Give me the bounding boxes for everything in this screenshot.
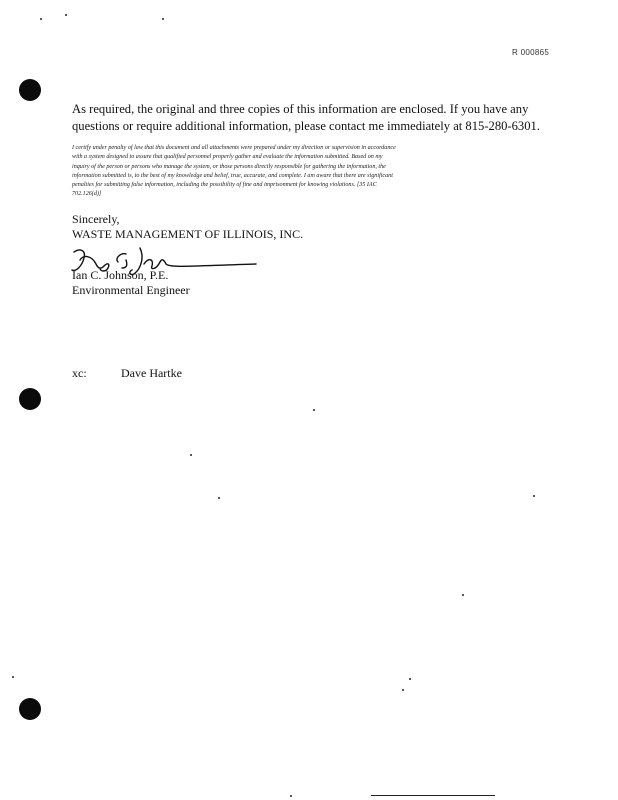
signer-title: Environmental Engineer: [72, 283, 190, 297]
certification-line: penalties for submitting false information, including the possibility of fine and imprisonment for knowing violations. [35 IAC: [72, 182, 377, 189]
certification-line: with a system designed to assure that qualified personnel properly gather and evaluate the information submitted. Based on my: [72, 154, 383, 161]
main-paragraph: [72, 101, 552, 135]
cc-name: Dave Hartke: [121, 366, 182, 380]
scan-speck: [462, 594, 464, 596]
cc-line: [72, 366, 182, 381]
main-paragraph-line: As required, the original and three copies of this information are enclosed. If you have any: [72, 102, 529, 116]
scan-speck: [402, 689, 404, 691]
company-name: WASTE MANAGEMENT OF ILLINOIS, INC.: [72, 227, 304, 241]
scan-speck: [12, 676, 14, 678]
scan-speck: [65, 14, 67, 16]
certification-statement: [72, 144, 542, 200]
bates-number: R 000865: [512, 48, 550, 57]
main-paragraph-line: questions or require additional information, please contact me immediately at 815-280-6301.: [72, 119, 540, 133]
scan-speck: [162, 18, 164, 20]
certification-line: information submitted is, to the best of my knowledge and belief, true, accurate, and complete. I am aware that there are significant: [72, 172, 393, 179]
certification-line: 702.126(d)]: [72, 191, 102, 198]
scan-speck: [218, 497, 220, 499]
cc-label: xc:: [72, 366, 87, 380]
scan-speck: [190, 454, 192, 456]
closing-block: [72, 212, 303, 242]
scan-speck: [409, 678, 411, 680]
scan-speck: [533, 495, 535, 497]
closing-salutation: Sincerely,: [72, 212, 120, 226]
scan-speck: [313, 409, 315, 411]
signer-block: [72, 268, 190, 298]
hole-punch-middle: [19, 388, 41, 410]
scan-speck: [40, 18, 42, 20]
hole-punch-bottom: [19, 698, 41, 720]
signer-name: Ian C. Johnson, P.E.: [72, 268, 169, 282]
certification-line: inquiry of the person or persons who manage the system, or those persons directly responsible for gathering the information, the: [72, 163, 386, 170]
bottom-rule: [371, 795, 495, 796]
scan-speck: [290, 795, 292, 797]
certification-line: I certify under penalty of law that this document and all attachments were prepared under my direction or supervision in accordance: [72, 145, 396, 151]
hole-punch-top: [19, 79, 41, 101]
